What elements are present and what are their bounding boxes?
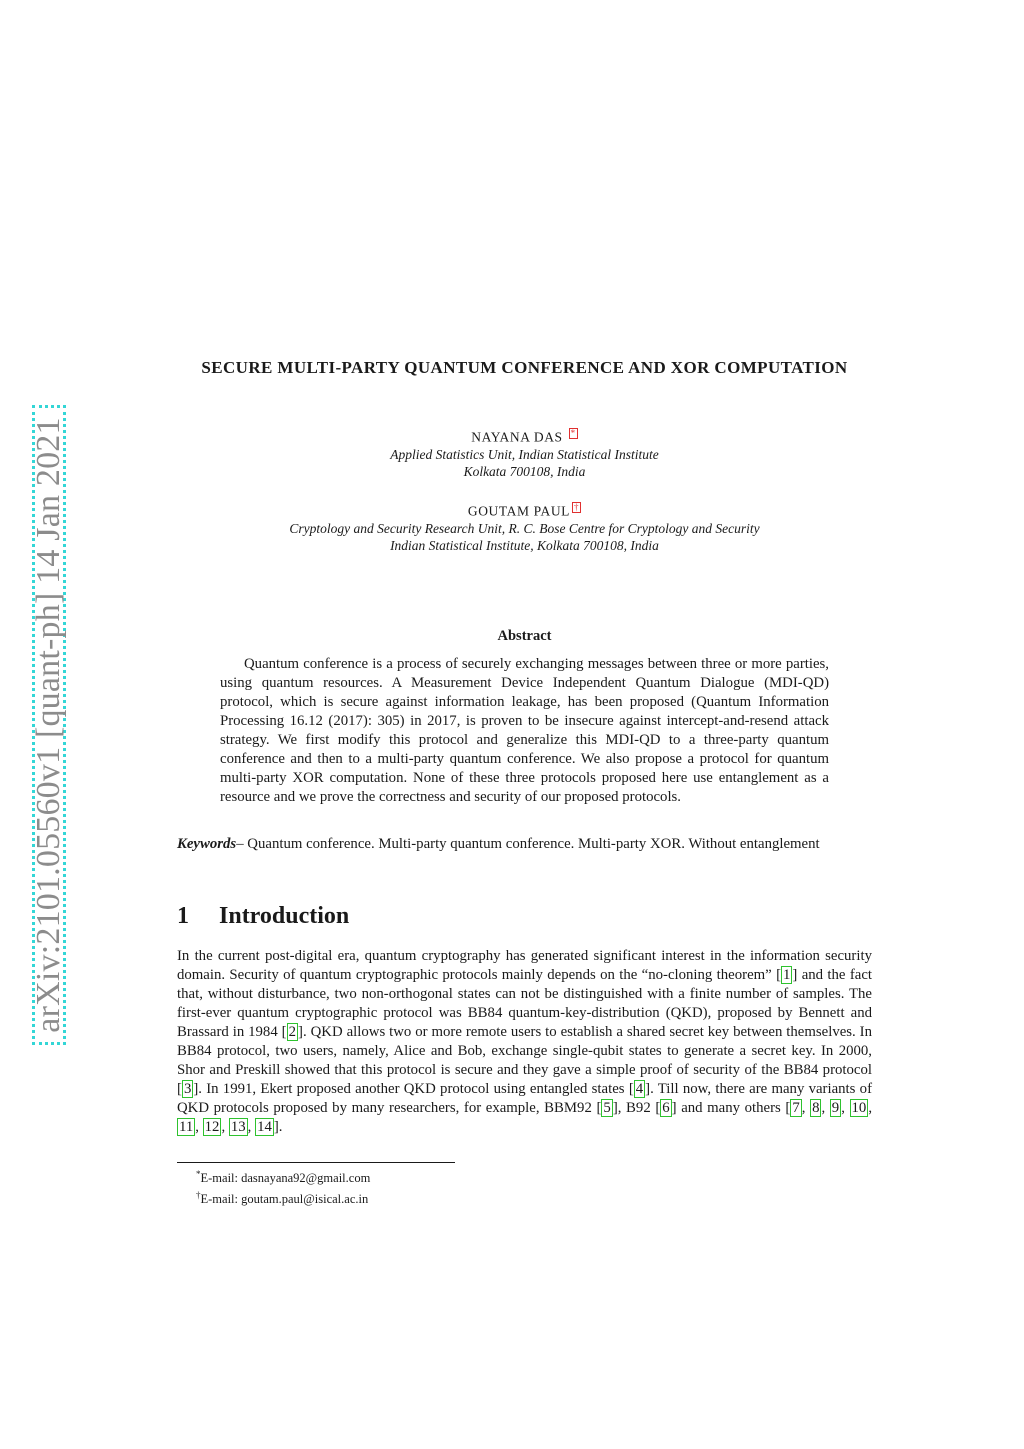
citation-link[interactable]: 6	[662, 1100, 670, 1116]
author-affiliation: Indian Statistical Institute, Kolkata 700108, India	[390, 537, 659, 553]
footnote-item: †E-mail: goutam.paul@isical.ac.in	[196, 1190, 369, 1207]
citation-link[interactable]: 1	[783, 967, 791, 983]
footnote-divider	[177, 1162, 455, 1163]
section-number: 1	[177, 903, 189, 929]
author-affiliation: Kolkata 700108, India	[463, 463, 586, 479]
citation-link[interactable]: 3	[183, 1081, 192, 1097]
citation-link[interactable]: 10	[851, 1100, 867, 1116]
author-name: NAYANA DAS *	[471, 428, 576, 445]
keywords	[177, 835, 872, 854]
arxiv-identifier[interactable]: arXiv:2101.05560v1 [quant-ph] 14 Jan 2021	[30, 417, 67, 1033]
abstract-text: Quantum conference is a process of securely exchanging messages between three or more parties, using quantum resources. A Measurement Device Independent Quantum Dialogue (MDI-QD) protocol, which is secure against information leakage, has been proposed (Quantum Information Processing 16.12 (2017): 305) in 2017, is proven to be insecure against intercept-and-resend attack strategy. We first modify this protocol and generalize this MDI-QD to a three-party quantum conference and then to a multi-party quantum conference. We also propose a protocol for quantum multi-party XOR computation. None of these three protocols proposed here use entanglement as a resource and we prove the correctness and security of our proposed protocols.	[220, 656, 829, 805]
abstract-heading: Abstract	[497, 628, 552, 644]
section-title: Introduction	[219, 903, 350, 929]
citation-link[interactable]: 8	[812, 1100, 820, 1116]
citation-link[interactable]: 5	[603, 1100, 611, 1116]
author-affiliation: Applied Statistics Unit, Indian Statistical Institute	[390, 446, 659, 462]
footnote-item: *E-mail: dasnayana92@gmail.com	[196, 1169, 371, 1186]
keywords-label: Keywords	[177, 836, 237, 852]
author-name: GOUTAM PAUL †	[467, 502, 580, 519]
citation-link[interactable]: 11	[179, 1119, 194, 1135]
introduction-paragraph: In the current post-digital era, quantum cryptography has generated significant interest in the information security domain. Security of quantum cryptographic protocols mainly depends on the “no-cloning theorem” [ 1 ] and the fact that, without disturbance, two non-orthogonal states can not be distinguished with a finite number of samples. The first-ever quantum cryptographic protocol was BB84 quantum-key-distribution (QKD), proposed by Bennett and Brassard in 1984 [ 2 ]. QKD allows two or more remote users to establish a shared secret key between themselves. In BB84 protocol, two users, namely, Alice and Bob, exchange single-qubit states to generate a secret key. In 2000, Shor and Preskill showed that this protocol is secure and they gave a simple proof of security of the BB84 protocol [ 3 ]. In 1991, Ekert proposed another QKD protocol using entangled states [ 4 ]. Till now, there are many variants of QKD protocols proposed by many researchers, for example, BBM92 [ 5 ], B92 [ 6 ] and many others [ 7 , 8 , 9 , 10 , 11 , 12 , 13 , 14 ].	[177, 948, 873, 1135]
section-heading	[177, 903, 349, 930]
citation-link[interactable]: 4	[635, 1081, 644, 1097]
citation-link[interactable]: 9	[831, 1100, 840, 1116]
author-block-2	[0, 502, 1024, 554]
footnotes	[196, 1166, 370, 1208]
citation-link[interactable]: 2	[288, 1024, 297, 1040]
keywords-text: – Quantum conference. Multi-party quantum conference. Multi-party XOR. Without entanglement	[236, 836, 820, 852]
paper-title: SECURE MULTI-PARTY QUANTUM CONFERENCE AND XOR COMPUTATION	[201, 358, 848, 377]
citation-link[interactable]: 13	[230, 1119, 246, 1135]
footnote-link[interactable]: *	[570, 428, 576, 438]
author-affiliation: Cryptology and Security Research Unit, R. C. Bose Centre for Cryptology and Security	[289, 520, 760, 536]
author-block-1	[0, 428, 1024, 480]
citation-link[interactable]: 14	[257, 1119, 272, 1135]
citation-link[interactable]: 12	[204, 1119, 220, 1135]
footnote-link[interactable]: †	[574, 502, 580, 512]
citation-link[interactable]: 7	[792, 1100, 800, 1116]
